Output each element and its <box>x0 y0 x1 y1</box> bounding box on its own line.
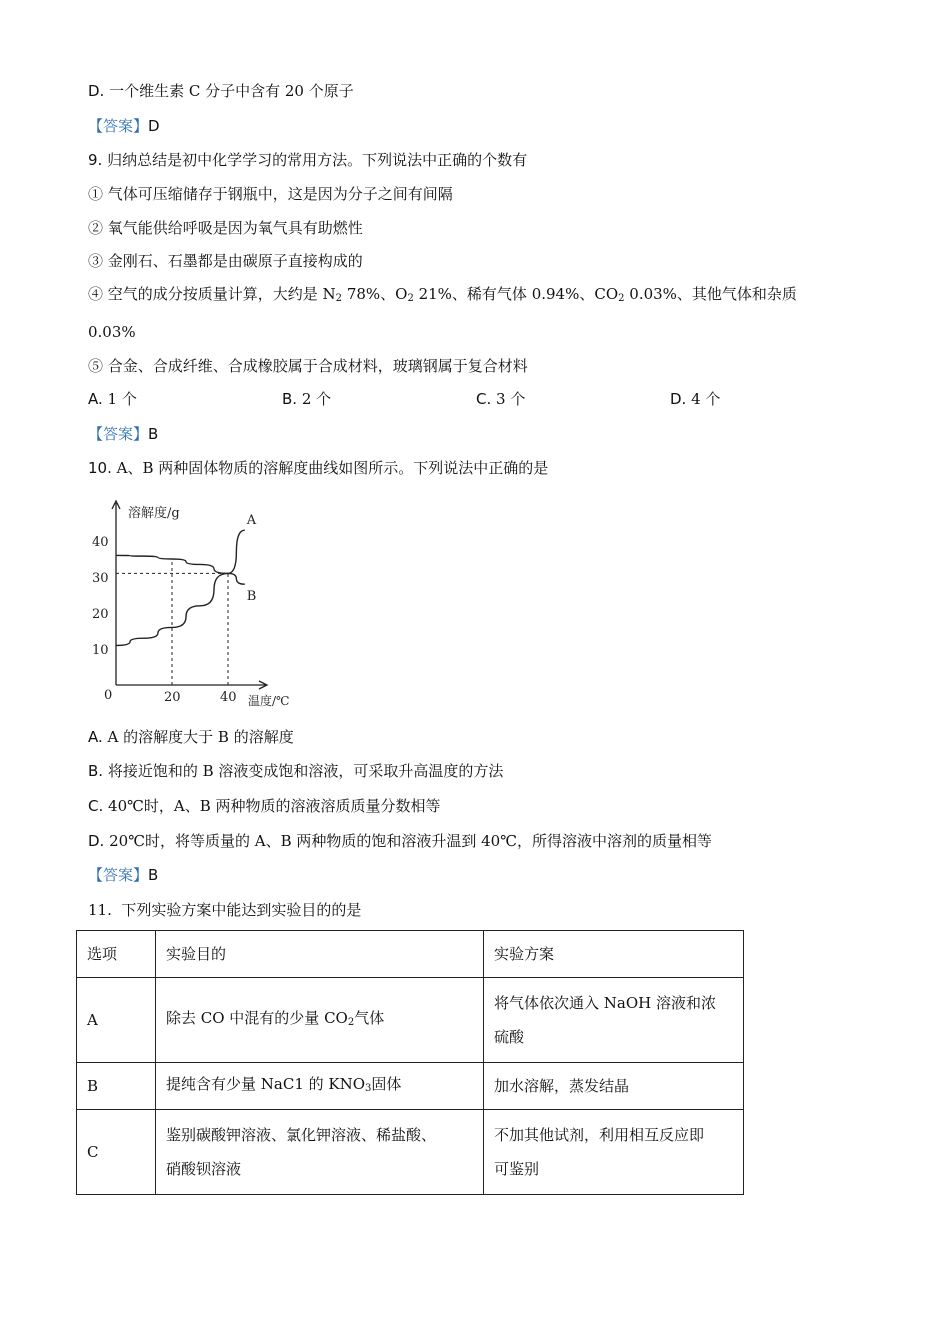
header-cell-plan: 实验方案 <box>484 931 744 978</box>
q8-answer: 【答案】D <box>88 117 160 135</box>
x-tick-label: 20 <box>164 690 181 705</box>
q9-option-d: D. 4 个 <box>670 390 721 408</box>
header-cell-option: 选项 <box>77 931 156 978</box>
series-label-a: A <box>246 513 257 529</box>
x-tick-label: 40 <box>220 690 237 705</box>
q9-stem: 9. 归纳总结是初中化学学习的常用方法。下列说法中正确的个数有 <box>88 151 528 169</box>
table-row-a <box>77 978 744 1063</box>
y-axis-label: 溶解度/g <box>128 506 180 521</box>
cell-option-b: B <box>77 1063 156 1110</box>
q9-statement-4-cont: 0.03% <box>88 323 136 341</box>
q9-answer: 【答案】B <box>88 425 159 443</box>
series-label-b: B <box>246 589 257 605</box>
q9-statement-3: ③ 金刚石、石墨都是由碳原子直接构成的 <box>88 252 363 270</box>
q9-statement-2: ② 氧气能供给呼吸是因为氧气具有助燃性 <box>88 219 363 237</box>
origin-label: 0 <box>104 688 113 703</box>
y-tick-label: 10 <box>92 643 109 658</box>
series-curve-b <box>116 555 245 584</box>
series-curve-a <box>116 530 245 645</box>
table-header-row <box>77 931 744 978</box>
y-tick-label: 40 <box>92 535 109 550</box>
q10-answer: 【答案】B <box>88 866 159 884</box>
y-tick-label: 30 <box>92 571 109 586</box>
q9-option-a: A. 1 个 <box>88 390 137 408</box>
q10-option-a: A. A 的溶解度大于 B 的溶解度 <box>88 728 294 746</box>
cell-plan-b: 加水溶解，蒸发结晶 <box>484 1063 744 1110</box>
x-axis-label: 温度/℃ <box>248 694 290 708</box>
solubility-chart <box>88 495 308 715</box>
cell-goal-a: 除去 CO 中混有的少量 $CO_2$气体 <box>156 978 484 1063</box>
q8-option-d: D. 一个维生素 C 分子中含有 20 个原子 <box>88 82 354 100</box>
q9-option-c: C. 3 个 <box>476 390 526 408</box>
cell-option-a: A <box>77 978 156 1063</box>
table-row-b <box>77 1063 744 1110</box>
q9-option-b: B. 2 个 <box>282 390 332 408</box>
q9-statement-4: ④ 空气的成分按质量计算，大约是 $N_2$ 78%、$O_2$ 21%、稀有气体 0.94%、$CO_2$ 0.03%、其他气体和杂质 <box>88 285 797 304</box>
q10-option-c: C. 40℃时，A、B 两种物质的溶液溶质质量分数相等 <box>88 797 441 815</box>
cell-plan-a: 将气体依次通入 NaOH 溶液和浓 硫酸 <box>484 978 744 1063</box>
y-tick-label: 20 <box>92 607 109 622</box>
q10-option-b: B. 将接近饱和的 B 溶液变成饱和溶液，可采取升高温度的方法 <box>88 762 504 780</box>
q9-statement-1: ① 气体可压缩储存于钢瓶中，这是因为分子之间有间隔 <box>88 185 453 203</box>
q10-option-d: D. 20℃时，将等质量的 A、B 两种物质的饱和溶液升温到 40℃，所得溶液中溶剂的质量相等 <box>88 832 713 850</box>
q11-stem: 11. 下列实验方案中能达到实验目的的是 <box>88 901 362 919</box>
table-row-c <box>77 1110 744 1195</box>
header-cell-goal: 实验目的 <box>156 931 484 978</box>
cell-option-c: C <box>77 1110 156 1195</box>
q9-statement-5: ⑤ 合金、合成纤维、合成橡胶属于合成材料，玻璃钢属于复合材料 <box>88 357 528 375</box>
q10-stem: 10. A、B 两种固体物质的溶解度曲线如图所示。下列说法中正确的是 <box>88 459 549 477</box>
q11-table <box>76 930 744 1195</box>
cell-plan-c: 不加其他试剂，利用相互反应即 可鉴别 <box>484 1110 744 1195</box>
cell-goal-b: 提纯含有少量 NaC1 的 $KNO_3$固体 <box>156 1063 484 1110</box>
cell-goal-c: 鉴别碳酸钾溶液、氯化钾溶液、稀盐酸、 硝酸钡溶液 <box>156 1110 484 1195</box>
